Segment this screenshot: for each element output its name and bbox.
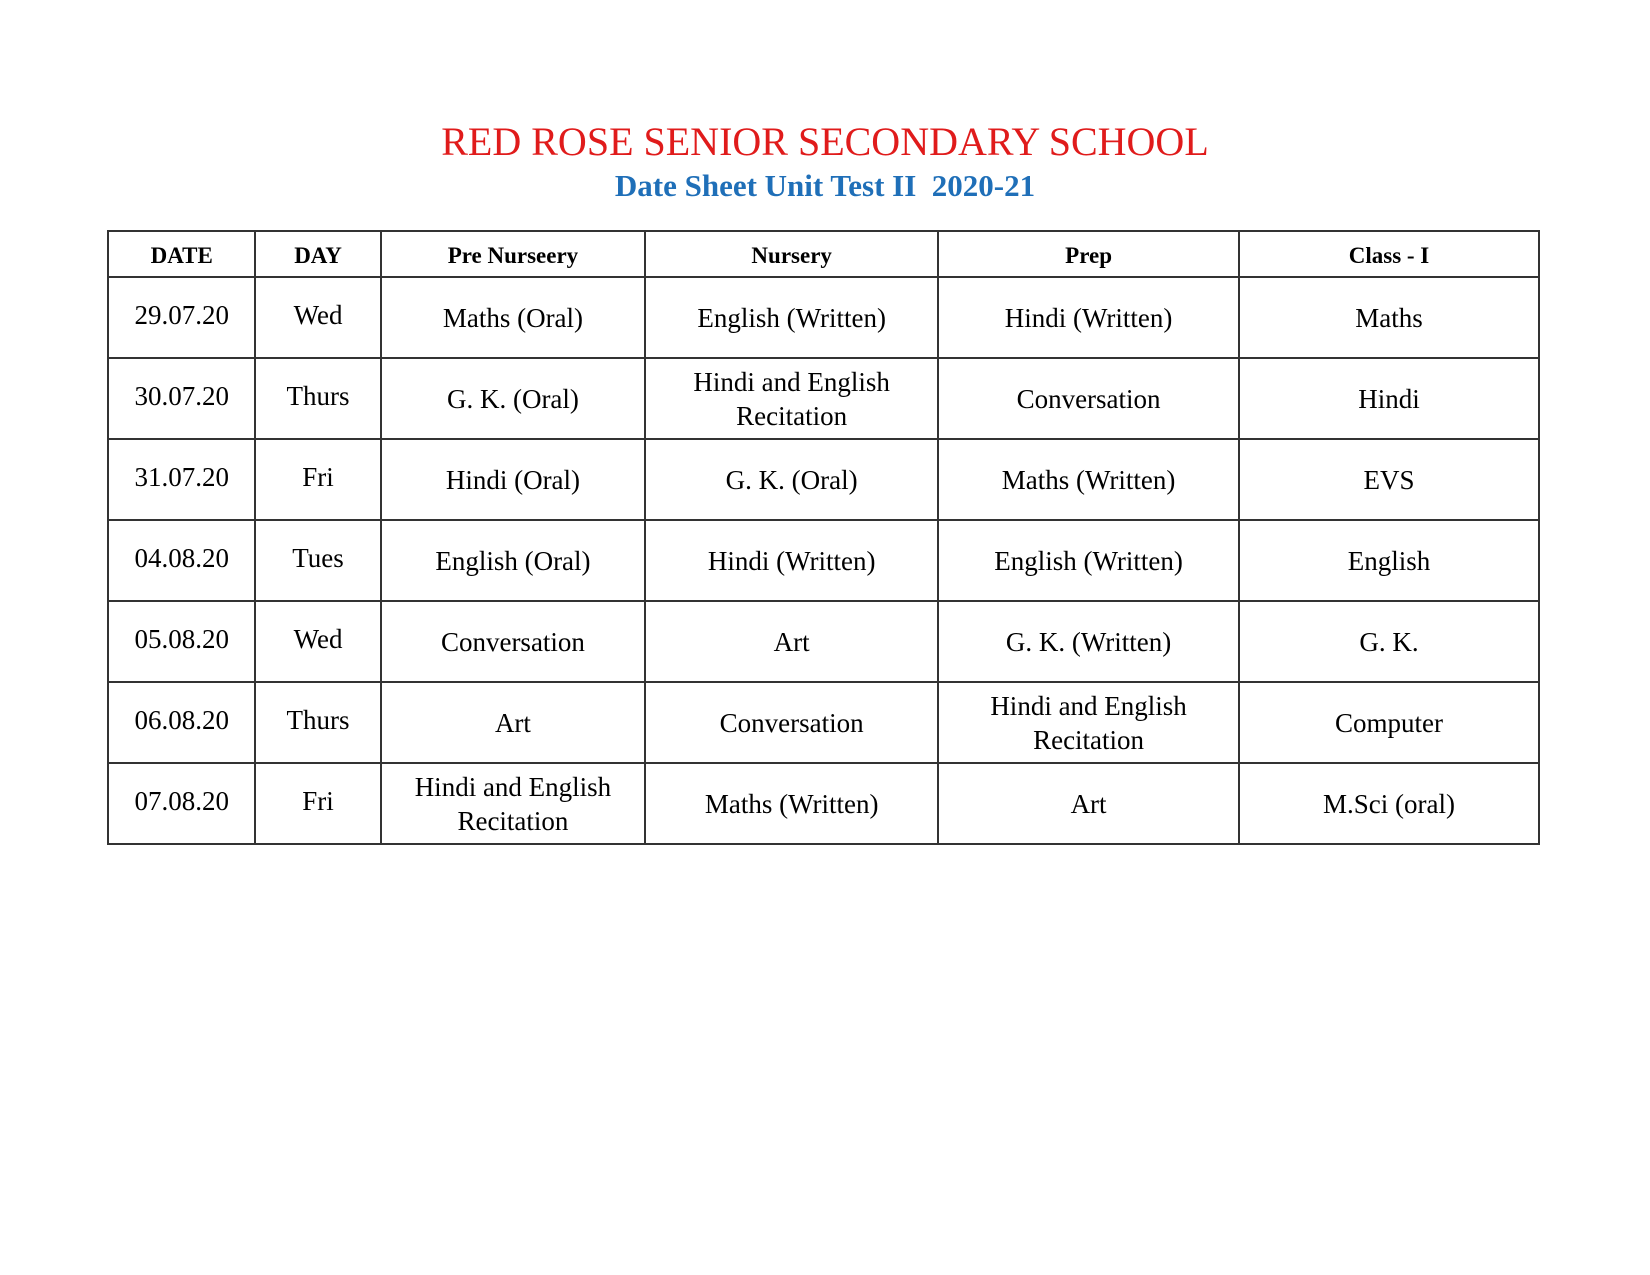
class-1-cell: Hindi bbox=[1239, 358, 1539, 439]
column-header-date: DATE bbox=[108, 231, 255, 277]
date-cell: 04.08.20 bbox=[108, 520, 255, 601]
date-cell: 07.08.20 bbox=[108, 763, 255, 844]
class-1-cell: Maths bbox=[1239, 277, 1539, 358]
table-row bbox=[108, 277, 1539, 358]
prep-cell: Art bbox=[938, 763, 1239, 844]
class-1-cell: G. K. bbox=[1239, 601, 1539, 682]
pre-nursery-cell: English (Oral) bbox=[381, 520, 646, 601]
column-header-pre-nursery: Pre Nurseery bbox=[381, 231, 646, 277]
datesheet-subtitle: Date Sheet Unit Test II 2020-21 bbox=[614, 168, 1036, 203]
pre-nursery-cell: Art bbox=[381, 682, 646, 763]
day-cell: Fri bbox=[255, 763, 380, 844]
pre-nursery-cell: Maths (Oral) bbox=[381, 277, 646, 358]
day-cell: Fri bbox=[255, 439, 380, 520]
date-cell: 06.08.20 bbox=[108, 682, 255, 763]
table-row bbox=[108, 358, 1539, 439]
table-row bbox=[108, 763, 1539, 844]
prep-cell: Maths (Written) bbox=[938, 439, 1239, 520]
prep-cell: Hindi (Written) bbox=[938, 277, 1239, 358]
school-name: RED ROSE SENIOR SECONDARY SCHOOL bbox=[441, 119, 1209, 164]
datesheet-table bbox=[107, 230, 1540, 845]
class-1-cell: English bbox=[1239, 520, 1539, 601]
prep-cell: Hindi and English Recitation bbox=[938, 682, 1239, 763]
class-1-cell: EVS bbox=[1239, 439, 1539, 520]
nursery-cell: English (Written) bbox=[645, 277, 938, 358]
class-1-cell: M.Sci (oral) bbox=[1239, 763, 1539, 844]
prep-cell: English (Written) bbox=[938, 520, 1239, 601]
prep-cell: G. K. (Written) bbox=[938, 601, 1239, 682]
day-cell: Wed bbox=[255, 277, 380, 358]
nursery-cell: Maths (Written) bbox=[645, 763, 938, 844]
date-cell: 30.07.20 bbox=[108, 358, 255, 439]
class-1-cell: Computer bbox=[1239, 682, 1539, 763]
date-cell: 05.08.20 bbox=[108, 601, 255, 682]
table-row bbox=[108, 682, 1539, 763]
pre-nursery-cell: Hindi and English Recitation bbox=[381, 763, 646, 844]
nursery-cell: G. K. (Oral) bbox=[645, 439, 938, 520]
pre-nursery-cell: Conversation bbox=[381, 601, 646, 682]
table-row bbox=[108, 601, 1539, 682]
column-header-prep: Prep bbox=[938, 231, 1239, 277]
table-header-row bbox=[108, 231, 1539, 277]
prep-cell: Conversation bbox=[938, 358, 1239, 439]
nursery-cell: Conversation bbox=[645, 682, 938, 763]
pre-nursery-cell: G. K. (Oral) bbox=[381, 358, 646, 439]
day-cell: Wed bbox=[255, 601, 380, 682]
day-cell: Thurs bbox=[255, 358, 380, 439]
column-header-day: DAY bbox=[255, 231, 380, 277]
column-header-class-1: Class - I bbox=[1239, 231, 1539, 277]
nursery-cell: Art bbox=[645, 601, 938, 682]
column-header-nursery: Nursery bbox=[645, 231, 938, 277]
day-cell: Tues bbox=[255, 520, 380, 601]
table-row bbox=[108, 439, 1539, 520]
nursery-cell: Hindi (Written) bbox=[645, 520, 938, 601]
nursery-cell: Hindi and English Recitation bbox=[645, 358, 938, 439]
pre-nursery-cell: Hindi (Oral) bbox=[381, 439, 646, 520]
table-row bbox=[108, 520, 1539, 601]
day-cell: Thurs bbox=[255, 682, 380, 763]
date-cell: 29.07.20 bbox=[108, 277, 255, 358]
date-cell: 31.07.20 bbox=[108, 439, 255, 520]
